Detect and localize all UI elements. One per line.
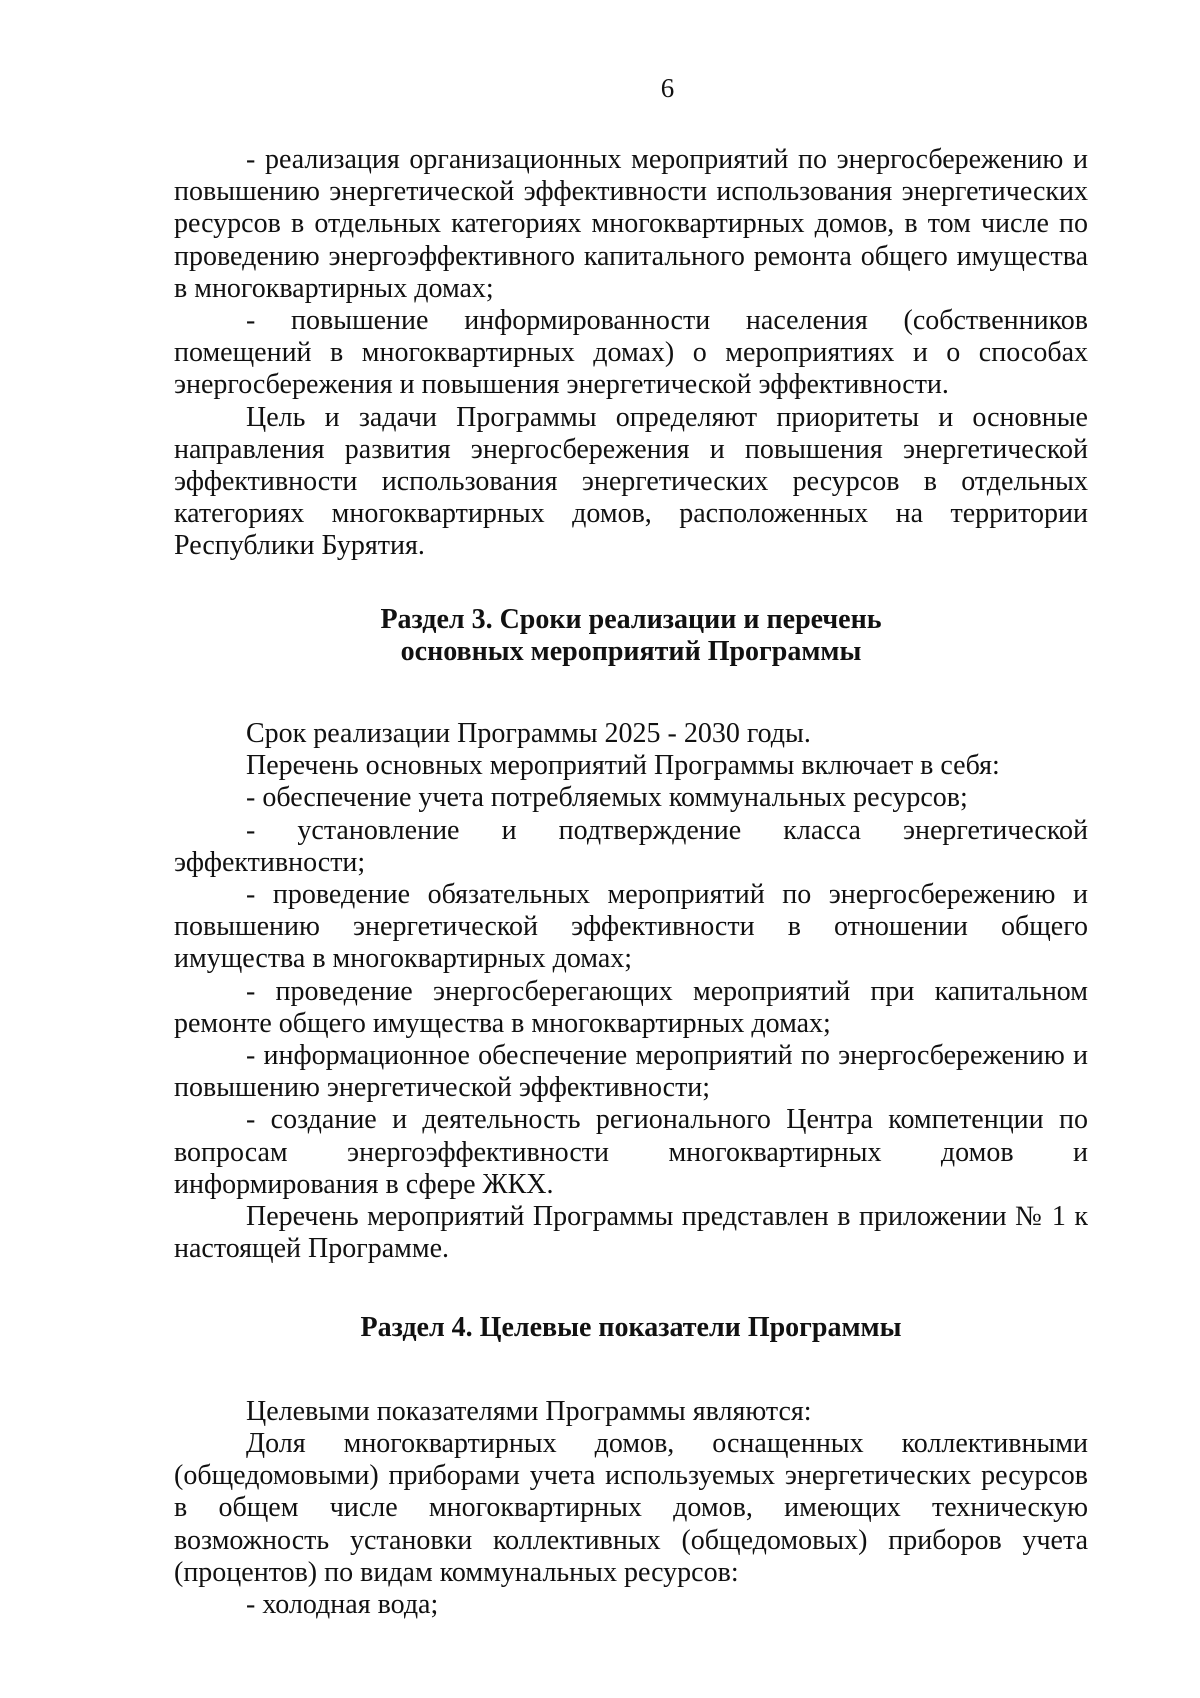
page-body (174, 144, 1088, 1621)
section-3-heading-line-2: основных мероприятий Программы (400, 635, 862, 667)
section-3-list-item-6: - создание и деятельность регионального Центра компетенции по вопросам энергоэффективности многоквартирных домов и информирования в сфере ЖКХ. (174, 1104, 1088, 1200)
section-4-paragraph-1: Целевыми показателями Программы являются: (246, 1395, 812, 1427)
intro-paragraph-3: Цель и задачи Программы определяют приоритеты и основные направления развития энергосбережения и повышения энергетической эффективности использования энергетических ресурсов в отдельных категориях многоквартирных домов, расположенных на территории Республики Бурятия. (174, 401, 1088, 562)
section-3-paragraph-2: Перечень основных мероприятий Программы включает в себя: (246, 750, 1000, 782)
section-3-list-item-2: - установление и подтверждение класса энергетической эффективности; (174, 814, 1088, 878)
section-3-paragraph-1: Срок реализации Программы 2025 - 2030 годы. (246, 718, 811, 750)
section-3-heading-line-1: Раздел 3. Сроки реализации и перечень (380, 603, 882, 635)
section-4-list-item-1: - холодная вода; (246, 1588, 439, 1620)
section-3-list-item-4: - проведение энергосберегающих мероприятий при капитальном ремонте общего имущества в многоквартирных домах; (174, 975, 1088, 1039)
section-3-paragraph-appendix: Перечень мероприятий Программы представлен в приложении № 1 к настоящей Программе. (174, 1201, 1088, 1265)
section-3-list-item-1: - обеспечение учета потребляемых коммунальных ресурсов; (246, 782, 968, 814)
section-4-heading: Раздел 4. Целевые показатели Программы (360, 1311, 902, 1343)
section-3-heading (174, 604, 1088, 668)
intro-paragraph-1: - реализация организационных мероприятий по энергосбережению и повышению энергетической эффективности использования энергетических ресурсов в отдельных категориях многоквартирных домов, в том числе по проведению энергоэффективного капитального ремонта общего имущества в многоквартирных домах; (174, 144, 1088, 304)
intro-paragraph-2: - повышение информированности населения (собственников помещений в многоквартирных домах) о мероприятиях и о способах энергосбережения и повышения энергетической эффективности. (174, 305, 1088, 401)
section-4-paragraph-2: Доля многоквартирных домов, оснащенных коллективными (общедомовыми) приборами учета используемых энергетических ресурсов в общем числе многоквартирных домов, имеющих техническую возможность установки коллективных (общедомовых) приборов учета (процентов) по видам коммунальных ресурсов: (174, 1427, 1088, 1588)
section-3-list-item-5: - информационное обеспечение мероприятий по энергосбережению и повышению энергетической эффективности; (174, 1040, 1088, 1104)
page-number: 6 (660, 73, 675, 103)
section-3-list-item-3: - проведение обязательных мероприятий по энергосбережению и повышению энергетической эффективности в отношении общего имущества в многоквартирных домах; (174, 879, 1088, 975)
